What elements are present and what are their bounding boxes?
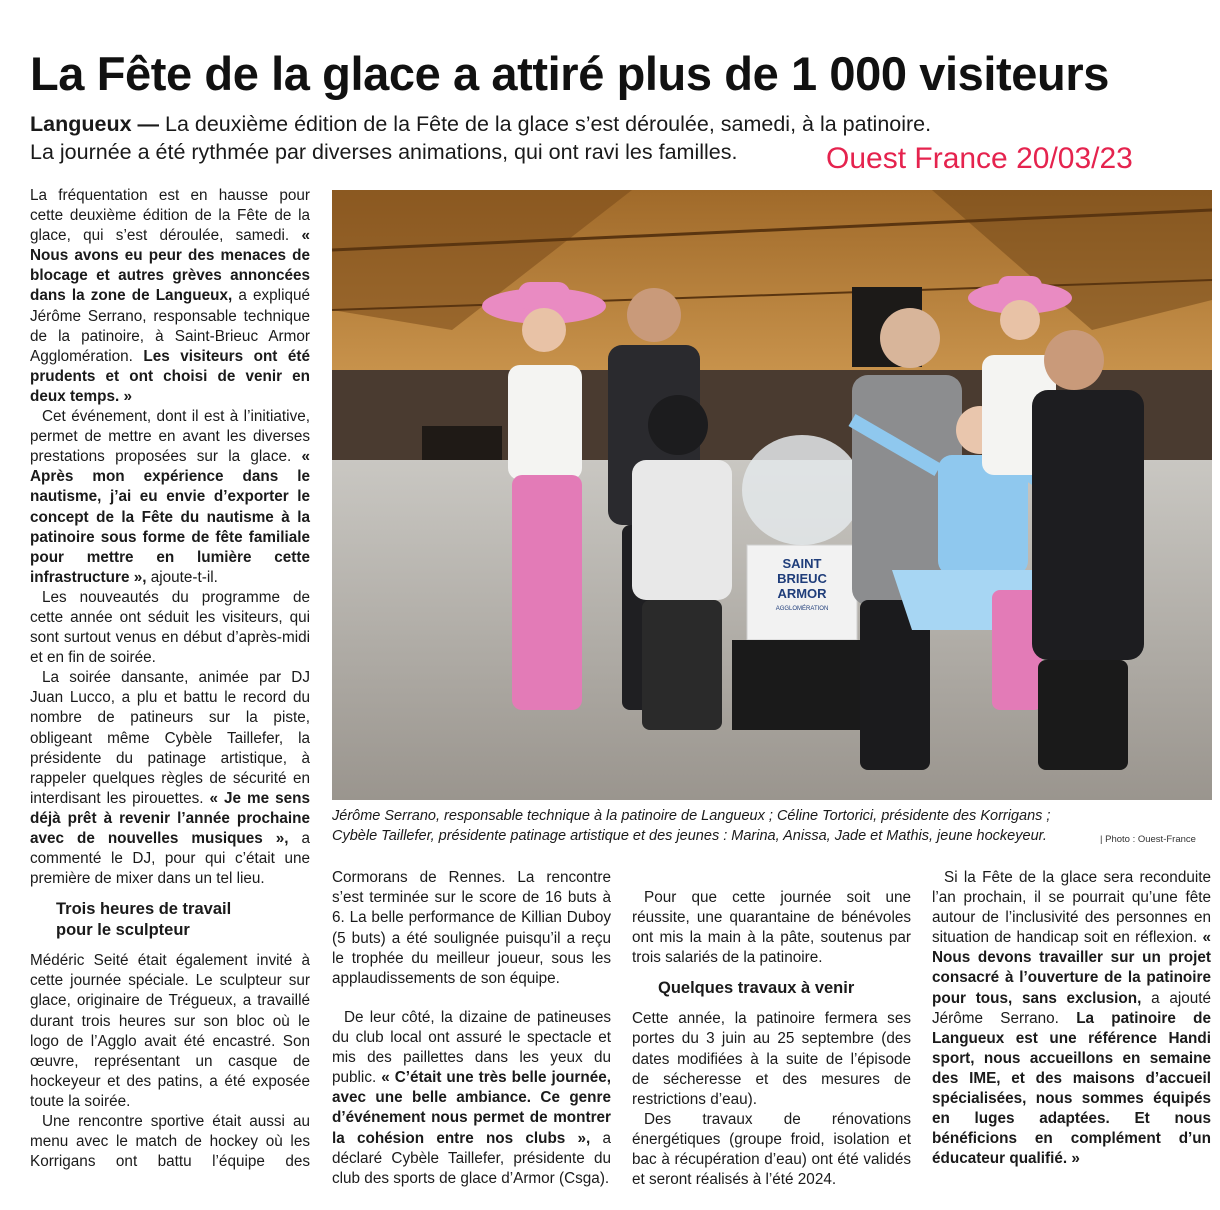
paragraph: Des travaux de rénovations énergétiques (groupe froid, isolation et bac à récupération d’eau) ont été validés et seront réalisés à l’été 2024. (632, 1110, 911, 1189)
lede-place: Langueux — (30, 112, 160, 136)
quote-text: « Nous avons eu peur des menaces de blocage et autres grèves annoncées dans la zone de Langueux, (30, 227, 310, 305)
article-column-4 (932, 868, 1211, 1169)
paragraph-text: a ajouté Jérôme Serrano. (932, 989, 1212, 1027)
paragraph-text: ajoute-t-il. (146, 568, 218, 586)
paragraph: Une rencontre sportive était aussi au menu avec le match de hockey où les Korrigans ont battu l’équipe des (30, 1113, 310, 1171)
quote-text: La patinoire de Langueux est une référence Handi sport, nous accueillons en semaine des IME, et des maisons d’accueil spécialisées, nous sommes équipés en luges adaptées. Et nous bénéficions en complément d’un éducateur qualifié. » (932, 1009, 1211, 1168)
article-column-1 (30, 186, 310, 1172)
paragraph-text: La soirée dansante, animée par DJ Juan Lucco, a plu et battu le record du nombre de patineurs sur la piste, obligeant même Cybèle Taillefer, la présidente du patinage artistique, à rappeler quelques règles de sécurité en interdisant les pirouettes. (30, 669, 310, 807)
paragraph (332, 868, 611, 1008)
paragraph (332, 1008, 611, 1208)
quote-text: « Nous devons travailler sur un projet consacré à l’ouverture de la patinoire pour tous, sans exclusion, (932, 929, 1211, 1007)
paragraph: Cette année, la patinoire fermera ses portes du 3 juin au 25 septembre (des dates modifiées à la suite de l’épisode de sécheresse et des mesures de restrictions d’eau). (632, 1010, 911, 1108)
lede-line-1 (30, 110, 1200, 138)
person-cybele (1032, 330, 1144, 770)
subheading-line: pour le sculpteur (56, 921, 190, 940)
headline: La Fête de la glace a attiré plus de 1 000 visiteurs (30, 47, 1109, 100)
ice-sculpture (742, 435, 862, 545)
source-stamp: Ouest France 20/03/23 (826, 142, 1133, 175)
paragraph: Les nouveautés du programme de cette année ont séduit les visiteurs, qui sont surtout venus en début d’après-midi et en fin de soirée. (30, 588, 310, 667)
quote-text: « Je me sens déjà prêt à revenir l’année prochaine avec de nouvelles musiques », (30, 789, 310, 847)
paragraph-text: Si la Fête de la glace sera reconduite l’an prochain, il se pourrait qu’une fête autour de l’inclusivité des personnes en situation de handicap soit en réflexion. (932, 869, 1211, 947)
quote-text: Les visiteurs ont été prudents et ont choisi de venir en deux temps. » (30, 347, 310, 405)
paragraph-text: De leur côté, la dizaine de patineuses du club local ont assuré le spectacle et mis des paillettes dans les yeux du public. (332, 1009, 611, 1087)
paragraph-text: a expliqué Jérôme Serrano, responsable technique de la patinoire, à Saint-Brieuc Armor Agglomération. (30, 287, 310, 365)
lede-line-2: La journée a été rythmée par diverses animations, qui ont ravi les familles. (30, 140, 738, 164)
banner-text: BRIEUC (777, 571, 827, 586)
subheading-sculpteur (30, 899, 310, 941)
paragraph: Pour que cette journée soit une réussite, une quarantaine de bénévoles ont mis la main à la pâte, soutenus par trois salariés de la patinoire. (632, 889, 911, 967)
paragraph-text: Cet événement, dont il est à l’initiative, permet de mettre en avant les diverses prestations proposées sur la glace. (30, 408, 310, 466)
photo-credit: | Photo : Ouest-France (1100, 834, 1196, 845)
paragraph (932, 868, 1211, 1169)
paragraph (30, 186, 310, 407)
photo-illustration (332, 190, 1212, 800)
subheading-travaux: Quelques travaux à venir (658, 979, 855, 998)
article-column-3 (632, 868, 911, 1190)
lede-text-1: La deuxième édition de la Fête de la glace s’est déroulée, samedi, à la patinoire. (159, 112, 932, 136)
sculpture-base (732, 640, 872, 730)
banner-text: ARMOR (777, 586, 827, 601)
quote-text: « C’était une très belle journée, avec une belle ambiance. Ce genre d’événement nous permet de montrer la cohésion entre nos clubs », (332, 1069, 611, 1147)
subheading-line: Trois heures de travail (56, 900, 232, 919)
paragraph-text: Cormorans de Rennes. La rencontre s’est terminée sur le score de 16 buts à 6. La belle performance de Killian Duboy (5 buts) a été soulignée puisqu’il a reçu le trophée du meilleur joueur, sous les applaudissements de son équipe. (332, 869, 611, 987)
article-photo (332, 190, 1212, 800)
article-column-2 (332, 868, 611, 1208)
paragraph (30, 668, 310, 889)
paragraph (30, 407, 310, 588)
paragraph: Médéric Seité était également invité à cette journée spéciale. Le sculpteur sur glace, originaire de Trégueux, a travaillé durant trois heures sur son bloc où le logo de l’Agglo avait été encastré. Son œuvre, représentant un casque de hockeyeur et des patins, a été exposée toute la soirée. (30, 952, 310, 1110)
paragraph-text: a commenté le DJ, pour qui c’était une première de mixer dans un tel lieu. (30, 830, 310, 888)
photo-caption: Jérôme Serrano, responsable technique à la patinoire de Langueux ; Céline Tortorici, présidente des Korrigans ; Cybèle Taillefer, présidente patinage artistique et des jeunes : Marina, Anissa, Jade et Mathis, jeune hockeyeur. (332, 808, 1051, 844)
banner-text: SAINT (782, 556, 822, 571)
paragraph-text: a déclaré Cybèle Taillefer, présidente du club des sports de glace d’Armor (Csga). (332, 1129, 611, 1187)
quote-text: « Après mon expérience dans le nautisme, j’ai eu envie d’exporter le concept de la Fête du nautisme à la patinoire sous forme de fête familiale pour mettre en lumière cette infrastructure », (30, 448, 310, 586)
banner-text: AGGLOMÉRATION (775, 606, 829, 612)
paragraph-text: La fréquentation est en hausse pour cette deuxième édition de la Fête de la glace, qui s’est déroulée, samedi. (30, 187, 310, 245)
paragraph (632, 868, 911, 888)
